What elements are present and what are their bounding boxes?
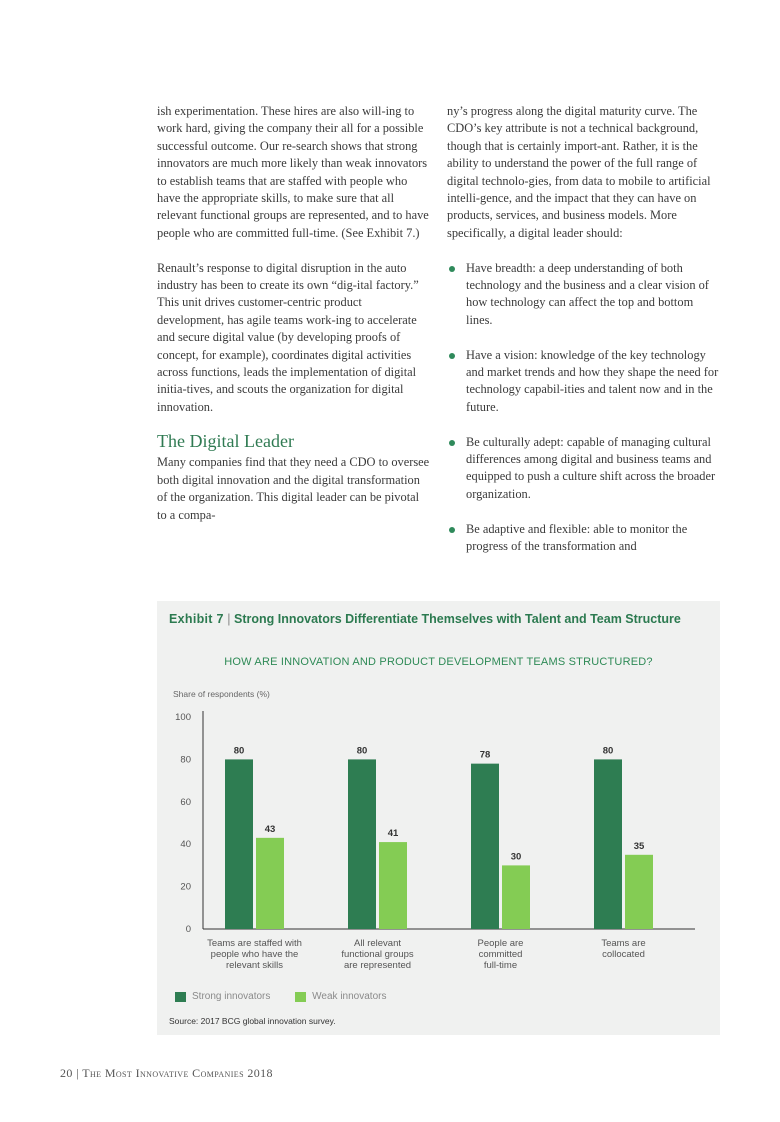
exhibit-box: [157, 601, 720, 1035]
exhibit-separator: |: [227, 612, 231, 626]
y-tick-label: 60: [180, 796, 191, 808]
bar-value-label: 78: [479, 749, 491, 761]
section-heading: The Digital Leader: [157, 431, 294, 452]
bar-weak-0: [256, 838, 284, 929]
category-label: collocated: [602, 949, 645, 960]
body-paragraph: ish experimentation. These hires are also will-ing to work hard, giving the company their all for a possible successful outcome. Our re-search shows that strong innovators are much more likely than weak innovators to establish teams that are staffed with people who have the appropriate skills, to make sure that all relevant functional groups are represented, and to have people who are committed full-time. (See Exhibit 7.): [157, 104, 429, 240]
source-note: Source: 2017 BCG global innovation survey.: [169, 1016, 336, 1026]
bar-weak-2: [502, 865, 530, 929]
exhibit-title-text: Strong Innovators Differentiate Themselves with Talent and Team Structure: [234, 612, 681, 626]
bullet-list: [447, 260, 720, 556]
y-axis-label: Share of respondents (%): [173, 689, 270, 699]
body-paragraph: ny’s progress along the digital maturity curve. The CDO’s key attribute is not a technical background, though that is certainly import-ant. Rather, it is the ability to understand the power of the full range of digital technolo-gies, from data to mobile to artificial intelli-gence, and the impact that they can have on products, services, and business models. More specifically, a digital leader should:: [447, 104, 711, 240]
category-label: people who have the: [210, 949, 299, 960]
legend-item-strong: Strong innovators: [175, 991, 270, 1002]
category-label: functional groups: [341, 949, 414, 960]
bullet-icon: [449, 440, 455, 446]
chart-legend: [175, 991, 408, 1005]
category-label: full-time: [483, 960, 518, 971]
category-label: All relevant: [354, 938, 401, 949]
y-tick-label: 40: [180, 839, 191, 851]
bar-value-label: 30: [510, 851, 522, 863]
y-tick-label: 20: [180, 881, 191, 893]
bullet-icon: [449, 527, 455, 533]
right-column: [447, 103, 720, 573]
bar-value-label: 80: [356, 745, 368, 757]
bullet-item: Have breadth: a deep understanding of both technology and the business and a clear vision of how technology can affect the top and bottom lines.: [447, 260, 720, 330]
bullet-item: Have a vision: knowledge of the key technology and market trends and how they shape the need for technology capabil-ities and talent now and in the future.: [447, 347, 720, 417]
category-label: committed: [478, 949, 523, 960]
exhibit-label: Exhibit 7: [169, 612, 224, 626]
publication-title: The Most Innovative Companies 2018: [82, 1066, 273, 1080]
bar-value-label: 35: [633, 840, 645, 852]
bar-strong-3: [594, 759, 622, 929]
y-tick-label: 100: [175, 712, 191, 723]
bar-strong-1: [348, 759, 376, 929]
y-tick-label: 0: [185, 924, 191, 935]
category-label: Teams are: [601, 938, 646, 949]
left-column: [157, 103, 430, 524]
category-label: are represented: [343, 960, 412, 971]
legend-swatch-strong: [175, 992, 186, 1002]
legend-swatch-weak: [295, 992, 306, 1002]
bar-weak-3: [625, 855, 653, 929]
category-label: relevant skills: [225, 960, 284, 971]
bar-value-label: 80: [233, 745, 245, 757]
bar-strong-2: [471, 764, 499, 929]
bullet-icon: [449, 353, 455, 359]
footer-separator: |: [76, 1066, 80, 1080]
bar-value-label: 43: [264, 823, 276, 835]
body-paragraph: Renault’s response to digital disruption in the auto industry has been to create its own “dig-ital factory.” This unit drives customer-centric product development, has agile teams work-ing to accelerate and secure digital value (by developing proofs of concept, for example), coordinates digital activities across functions, leads the implementation of digital initia-tives, and scouts the organization for digital innovation.: [157, 260, 419, 414]
bullet-icon: [449, 266, 455, 272]
page-footer: [60, 1066, 273, 1081]
bullet-item: Be adaptive and flexible: able to monitor the progress of the transformation and: [447, 521, 720, 556]
bar-value-label: 41: [387, 828, 399, 840]
bullet-item: Be culturally adept: capable of managing cultural differences among digital and business teams and equipped to push a culture shift across the broader organization.: [447, 434, 720, 504]
legend-item-weak: Weak innovators: [295, 991, 386, 1002]
bar-value-label: 80: [602, 745, 614, 757]
bar-weak-1: [379, 842, 407, 929]
category-label: People are: [477, 938, 524, 949]
page-number: 20: [60, 1066, 73, 1080]
y-tick-label: 80: [180, 754, 191, 766]
category-label: Teams are staffed with: [207, 938, 302, 949]
bar-chart: [157, 601, 720, 1035]
chart-question: HOW ARE INNOVATION AND PRODUCT DEVELOPMENT TEAMS STRUCTURED?: [224, 656, 653, 668]
bar-strong-0: [225, 759, 253, 929]
body-paragraph: Many companies find that they need a CDO to oversee both digital innovation and the digital transformation of the organization. This digital leader can be pivotal to a compa-: [157, 455, 430, 522]
